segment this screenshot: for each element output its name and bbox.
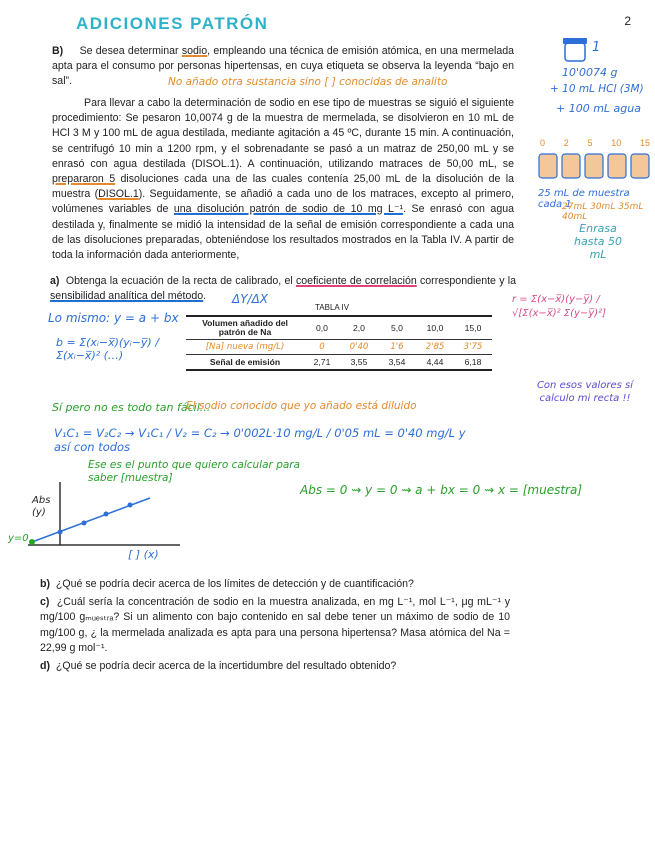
intro-text: Se desea determinar <box>79 45 182 57</box>
note-punto: Ese es el punto que quiero calcular para saber [muestra] <box>88 459 301 484</box>
side-enrasa: Enrasa hasta 50 mL <box>574 222 622 261</box>
table-row-volumes <box>186 316 492 340</box>
table-row-conc <box>186 340 492 355</box>
prepararon-highlight: prepararon 5 <box>52 173 116 186</box>
question-a-label: a) <box>50 275 60 287</box>
table-cell: 2,71 <box>304 355 340 371</box>
side-volume: 0 <box>540 138 546 148</box>
side-mass: 10'0074 g <box>562 66 618 79</box>
question-c <box>40 595 510 656</box>
question-d-text: ¿Qué se podría decir acerca de la incertidumbre del resultado obtenido? <box>55 660 397 673</box>
table-caption: TABLA IV <box>315 303 350 312</box>
side-volumes-total: 27mL 30mL 35mL 40mL <box>562 202 644 222</box>
question-b-text: ¿Qué se podría decir acerca de los límites de detección y de cuantificación? <box>55 578 414 590</box>
note-si-pero: Sí pero no es todo tan fácil... <box>52 401 211 414</box>
table-cell: 3,54 <box>378 355 416 371</box>
intro-text-rest: , empleando una técnica de emisión atómica, en una mermelada apta para el consumo por personas hipertensas, en cuya etiqueta se observa la leyenda “bajo en sal”. <box>52 45 515 88</box>
table-row-signal <box>186 355 492 371</box>
disol1-highlight: DISOL.1 <box>98 188 139 201</box>
procedure-paragraph <box>52 96 514 263</box>
table-cell: 10,0 <box>416 316 454 340</box>
note-r-formula: r = Σ(x−x̅)(y−y̅) / √[Σ(x−x̅)² Σ(y−y̅)²] <box>512 294 607 319</box>
side-volume: 2 <box>563 138 569 148</box>
side-volume: 10 <box>611 138 622 148</box>
table-cell: 2'85 <box>416 340 454 355</box>
procedure-text-1: Para llevar a cabo la determinación de sodio en ese tipo de muestras se siguió el siguiente procedimiento: Se pesaron 10,0074 g de la muestra de mermelada, se disolvieron en 10 mL de HCl 3 M y 100 mL de agua destilada, mediante agitación a 45 ºC, durante 15 min. A continuación, se centrifugó 10 min a 1200 rpm, y el sobrenadante se pasó a un matraz de 250,00 mL y se enrasó con agua destilada (DISOL.1). A continuación, utilizando matraces de 50,00 mL, se <box>52 97 514 170</box>
side-volume: 5 <box>587 138 593 148</box>
sketch-point <box>128 503 133 508</box>
question-a <box>50 274 516 304</box>
page-title: ADICIONES PATRÓN <box>76 14 269 33</box>
question-d <box>40 659 510 674</box>
page-number: 2 <box>624 14 631 28</box>
sketch-point <box>104 512 109 517</box>
question-a-text-end: . <box>203 290 207 303</box>
question-c-label: c) <box>40 596 50 609</box>
question-b-label: b) <box>40 578 50 590</box>
note-same: Lo mismo: y = a + bx <box>48 311 179 325</box>
question-b <box>40 577 510 592</box>
procedure-text-2: disoluciones cada una de las cuales contenía 25,00 mL de la disolución de la muestra ( <box>52 173 514 201</box>
patron-highlight: una disolución patrón de sodio de 10 mg L⁻¹ <box>173 203 404 216</box>
table-cell: 2,0 <box>340 316 378 340</box>
section-label: B) <box>52 45 64 57</box>
flasks-sketch <box>536 150 652 184</box>
data-table <box>186 315 492 371</box>
note-abs-eq: Abs = 0 ⇝ y = 0 ⇝ a + bx = 0 ⇝ x = [muestra] <box>300 483 583 497</box>
note-con-esos: Con esos valores sí calculo mi recta !! <box>536 380 634 404</box>
row-label-signal: Señal de emisión <box>186 355 304 371</box>
sketch-axis-x-label: [ ] (x) <box>128 548 159 561</box>
note-sodio-diluido: El sodio conocido que yo añado está diluido <box>186 400 417 412</box>
side-volume: 15 <box>639 138 650 148</box>
procedure-text-3: ). Seguidamente, se añadió a cada uno de los matraces, excepto al primero, volúmenes variables de <box>52 188 514 216</box>
note-b-formula: b = Σ(xᵢ−x̅)(yᵢ−y̅) / Σ(xᵢ−x̅)² (…) <box>56 336 159 362</box>
note-delta: ΔY/ΔX <box>232 292 269 306</box>
side-muestra: 25 mL de muestra cada 1 <box>538 188 630 210</box>
sketch-y0-label: y=0 <box>8 533 29 544</box>
question-a-text-mid: correspondiente y la <box>416 275 516 287</box>
side-volumes <box>540 138 650 148</box>
coef-correlacion-highlight: coeficiente de correlación <box>295 275 417 287</box>
table-cell: 6,18 <box>454 355 492 371</box>
questions-list <box>40 577 510 677</box>
side-hcl: + 10 mL HCl (3M) <box>550 83 644 95</box>
table-cell: 1'6 <box>378 340 416 355</box>
calibration-sketch <box>20 480 190 565</box>
table-cell: 15,0 <box>454 316 492 340</box>
question-a-text: Obtenga la ecuación de la recta de calibrado, el <box>65 275 296 287</box>
sketch-point <box>82 521 87 526</box>
table-cell: 3,55 <box>340 355 378 371</box>
side-agua: + 100 mL agua <box>556 102 641 115</box>
row-label-volume: Volumen añadido del patrón de Na <box>186 316 304 340</box>
table-cell: 5,0 <box>378 316 416 340</box>
table-cell: 0 <box>304 340 340 355</box>
sketch-intercept <box>29 539 35 545</box>
note-no-analito: No añado otra sustancia sino [ ] conocidas de analito <box>168 76 448 88</box>
question-c-text: ¿Cuál sería la concentración de sodio en la muestra analizada, en mg L⁻¹, mol L⁻¹, μg mL⁻¹ y mg/100 gₘᵤₑₛₜᵣₐ? Si un alimento con bajo contenido en sal debe tener un máximo de sodio de 10 mg/100 g, ¿ la mermelada analizada es apta para una persona hipertensa? Masa atómica del Na = 22,99 g mol⁻¹. <box>40 596 510 654</box>
question-d-label: d) <box>40 660 50 673</box>
procedure-text-4: . Se enrasó con agua destilada y, finalmente se midió la intensidad de la señal de emisión correspondiente a cada una de las disoluciones preparadas, obteniéndose los resultados mostrados en la Tabla IV. A partir de toda la información dada anteriormente, <box>52 203 514 262</box>
table-cell: 4,44 <box>416 355 454 371</box>
table-cell: 0'40 <box>340 340 378 355</box>
sodio-highlight: sodio <box>181 45 208 57</box>
jar-icon <box>560 34 590 64</box>
sensibilidad-highlight: sensibilidad analítica del método <box>50 290 204 303</box>
sketch-point <box>58 530 63 535</box>
sketch-axis-y-label: Abs (y) <box>32 495 51 518</box>
side-num: 1 <box>592 40 601 55</box>
row-label-conc: [Na] nueva (mg/L) <box>186 340 304 355</box>
table-cell: 0,0 <box>304 316 340 340</box>
table-iv <box>186 315 492 371</box>
table-cell: 3'75 <box>454 340 492 355</box>
note-dilution: V₁C₁ = V₂C₂ → V₁C₁ / V₂ = C₂ → 0'002L·10 mg/L / 0'05 mL = 0'40 mg/L y así con todos <box>54 426 466 454</box>
